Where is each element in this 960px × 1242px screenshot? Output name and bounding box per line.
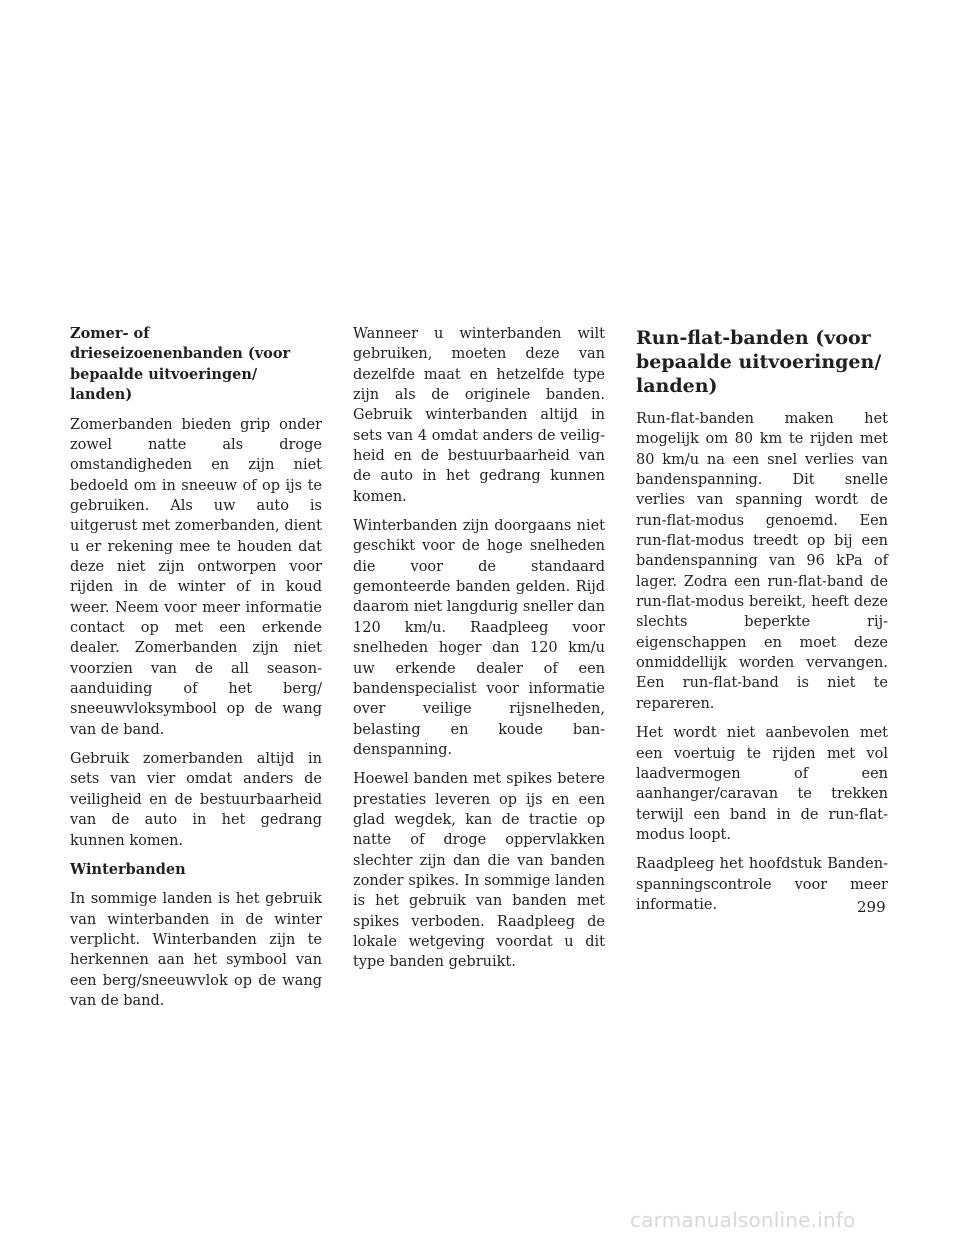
page-number: 299	[857, 898, 886, 916]
paragraph-winter-size: Wanneer u winterbanden wilt gebruiken, moeten deze van dezelfde maat en hetzelfde type zijn als de originele banden. Gebruik winterbanden altijd in sets van 4 omdat anders de veiligheid en de bestuurbaarheid van de auto in het gedrang kunnen komen.	[353, 326, 605, 505]
paragraph-summer-tires: Zomerbanden bieden grip onder zowel natte als droge omstandigheden en zijn niet bedoeld om in sneeuw of op ijs te gebruiken. Als uw auto is uitgerust met zomerbanden, dient u er rekening mee te houden dat deze niet zijn ontworpen voor rijden in de winter of in koud weer. Neem voor meer informatie contact op met een erkende dealer. Zomerbanden zijn niet voorzien van de all season- aanduiding of het berg/ sneeuwvloksymbool op de wang van de band.	[70, 416, 322, 738]
column-right	[636, 326, 888, 924]
watermark: carmanualsonline.info	[630, 1208, 856, 1232]
paragraph-studded-tires: Hoewel banden met spikes betere prestaties leveren op ijs en een glad wegdek, kan de tractie op natte of droge oppervlakken slechter zijn dan die van banden zonder spikes. In sommige landen is het gebruik van banden met spikes verboden. Raadpleeg de lokale wetgeving voordat u dit type banden gebruikt.	[353, 771, 605, 971]
column-left	[70, 324, 322, 1020]
paragraph-winter-required: In sommige landen is het gebruik van winterbanden in de winter verplicht. Winterbanden zijn te herkennen aan het symbool van een berg/sneeuwvlok op de wang van de band.	[70, 891, 322, 1009]
paragraph-summer-sets: Gebruik zomerbanden altijd in sets van vier omdat anders de veiligheid en de bestuurbaarheid van de auto in het gedrang kunnen komen.	[70, 751, 322, 849]
paragraph-run-flat-reference: Raadpleeg het hoofdstuk Bandenspanningscontrole voor meer informatie.	[636, 856, 888, 913]
column-middle	[353, 324, 605, 982]
paragraph-run-flat-mode: Run-flat-banden maken het mogelijk om 80 km te rijden met 80 km/u na een snel verlies van bandenspanning. Dit snelle verlies van spanning wordt de run-flat-modus genoemd. Een run-flat-modus treedt op bij een bandenspanning van 96 kPa of lager. Zodra een run-flat-band de run-flat-modus bereikt, heeft deze slechts beperkte rij-eigenschappen en moet deze onmiddellijk worden vervangen. Een run-flat-band is niet te repareren.	[636, 411, 888, 712]
paragraph-winter-speed: Winterbanden zijn doorgaans niet geschikt voor de hoge snelheden die voor de standaard gemonteerde banden gelden. Rijd daarom niet langdurig sneller dan 120 km/u. Raadpleeg voor snelheden hoger dan 120 km/u uw erkende dealer of een bandenspecialist voor informatie over veilige rijsnelheden, belasting en koude bandenspanning.	[353, 518, 605, 758]
subheading-winter-tires: Winterbanden	[70, 860, 186, 878]
subheading-summer-tires: Zomer- of drieseizoenenbanden (voor bepaalde uitvoeringen/ landen)	[70, 325, 291, 404]
section-heading-run-flat: Run-flat-banden (voor bepaalde uitvoeringen/ landen)	[636, 327, 882, 397]
paragraph-run-flat-load: Het wordt niet aanbevolen met een voertuig te rijden met vol laadvermogen of een aanhanger/caravan te trekken terwijl een band in de run-flat-modus loopt.	[636, 725, 888, 843]
